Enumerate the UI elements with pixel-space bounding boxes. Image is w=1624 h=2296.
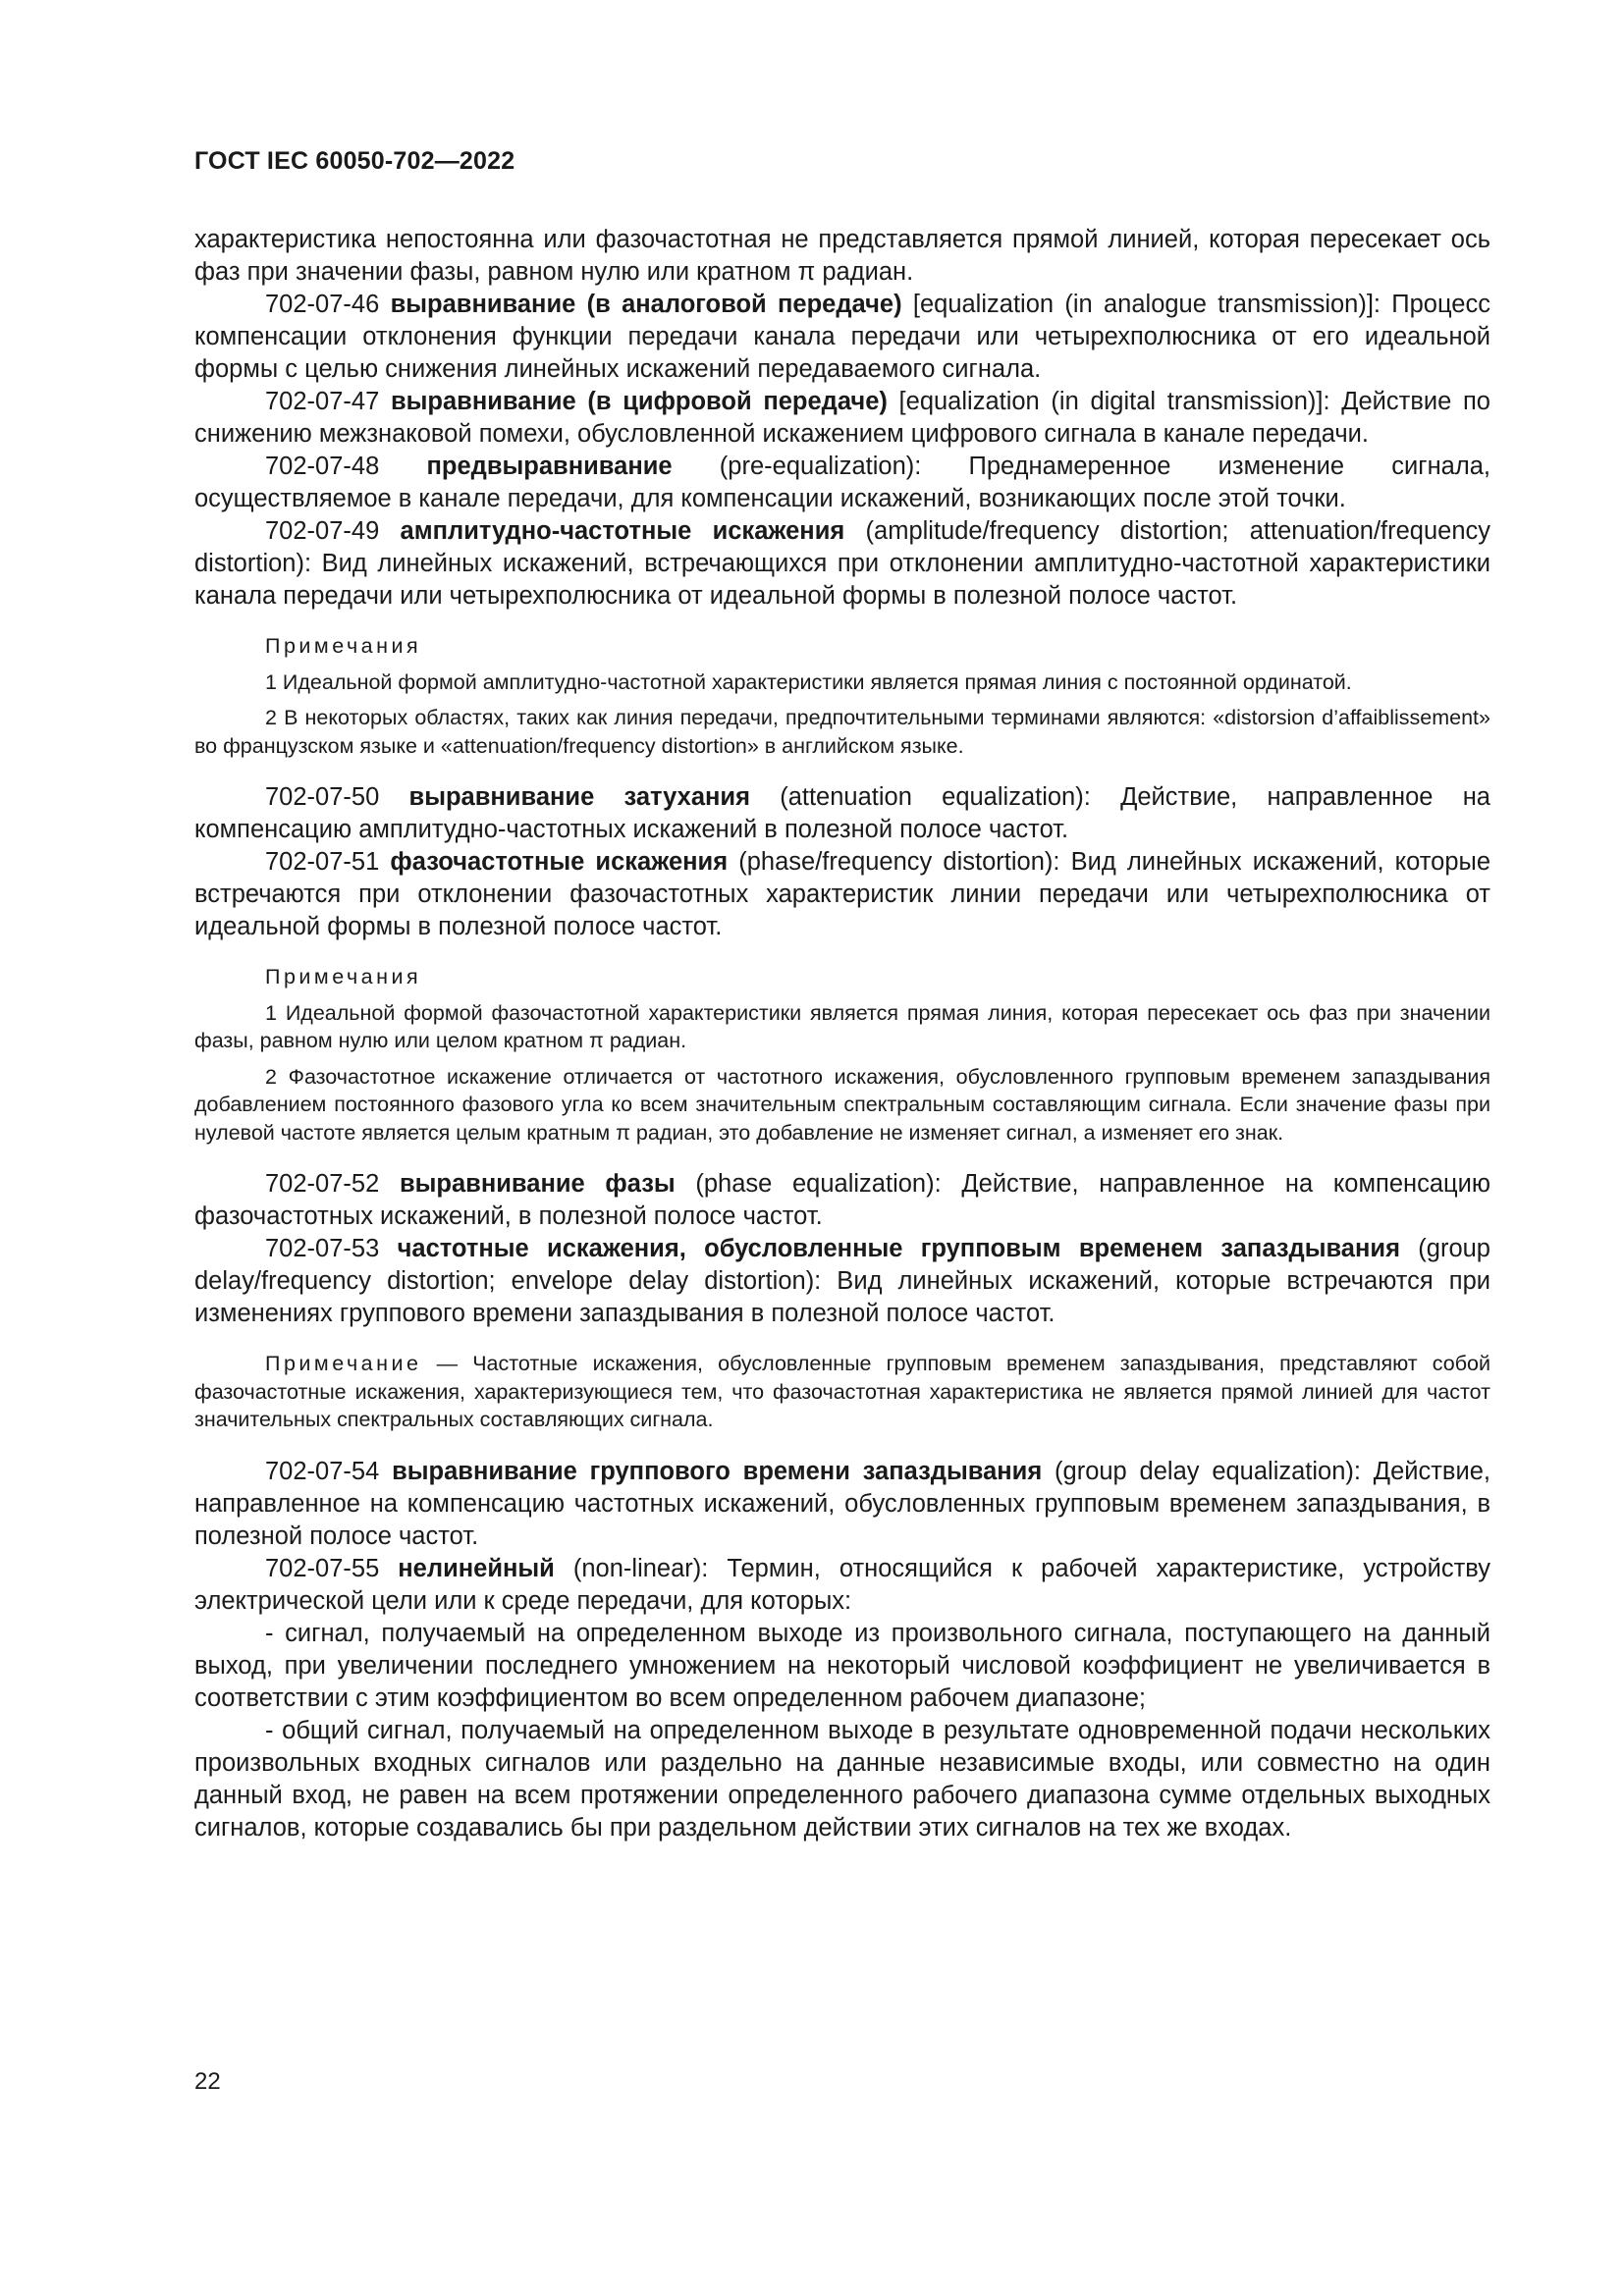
dash-list-item: - общий сигнал, получаемый на определенном выходе в результате одновременной подачи нескольких произвольных входных сигналов или раздельно на данные независимые входы, или совместно на один данный вход, не равен на всем протяжении определенного рабочего диапазона сумме отдельных выходных сигналов, которые создавались бы при раздельном действии этих сигналов на тех же входах. — [194, 1716, 1490, 1842]
term-name: частотные искажения, обусловленные групповым временем запаздывания — [397, 1235, 1400, 1262]
note-text: — Частотные искажения, обусловленные групповым временем запаздывания, представляют собой фазочастотные искажения, характеризующиеся тем, что фазочастотная характеристика не является прямой линией для частот значительных спектральных составляющих сигнала. — [194, 1352, 1490, 1431]
term-code: 702-07-53 — [265, 1235, 380, 1262]
term-code: 702-07-49 — [265, 517, 380, 545]
note-item: 1 Идеальной формой фазочастотной характеристики является прямая линия, которая пересекает ось фаз при значении фазы, равном нулю или целом кратном π радиан. — [194, 1000, 1490, 1052]
paragraph-continuation: характеристика непостоянна или фазочастотная не представляется прямой линией, которая пересекает ось фаз при значении фазы, равном нулю или кратном π радиан. — [194, 226, 1490, 286]
term-entry — [194, 1456, 1490, 1553]
notes-heading: Примечания — [265, 634, 422, 658]
document-header: ГОСТ IEC 60050-702—2022 — [194, 147, 515, 175]
term-code: 702-07-46 — [265, 291, 380, 318]
term-code: 702-07-52 — [265, 1170, 380, 1198]
note-block — [194, 1350, 1490, 1434]
term-definition: (non-linear): Термин, относящийся к рабочей характеристике, устройству электрической цели или к среде передачи, для которых: — [194, 1554, 1490, 1615]
note-single — [194, 1350, 1490, 1434]
term-entry — [194, 846, 1490, 943]
term-name: фазочастотные искажения — [390, 848, 729, 876]
term-name: выравнивание (в аналоговой передаче) — [390, 291, 902, 318]
note-item: 1 Идеальной формой амплитудно-частотной характеристики является прямая линия с постоянной ординатой. — [265, 669, 1352, 694]
term-definition: [equalization (in digital transmission)]: Действие по снижению межзнаковой помехи, обусловленной искажением цифрового сигнала в канале передачи. — [194, 388, 1490, 448]
term-definition: (phase equalization): Действие, направленное на компенсацию фазочастотных искажений, в полезной полосе частот. — [194, 1170, 1490, 1230]
term-name: предвыравнивание — [426, 453, 673, 480]
document-body — [194, 224, 1490, 1844]
term-entry — [194, 515, 1490, 613]
term-code: 702-07-55 — [265, 1554, 380, 1582]
term-code: 702-07-54 — [265, 1457, 380, 1485]
term-entry — [194, 289, 1490, 386]
term-entry — [194, 451, 1490, 515]
term-definition: (attenuation equalization): Действие, направленное на компенсацию амплитудно-частотных искажений в полезной полосе частот. — [194, 783, 1490, 843]
term-entry — [194, 1553, 1490, 1618]
note-item: 2 В некоторых областях, таких как линия передачи, предпочтительными терминами являются: «distorsion d’affaiblissement» во французском языке и «attenuation/frequency distortion» в английском языке. — [194, 706, 1490, 758]
note-item: 2 Фазочастотное искажение отличается от частотного искажения, обусловленного групповым временем запаздывания добавлением постоянного фазового угла ко всем значительным спектральным составляющим сигнала. Если значение фазы при нулевой частоте является целым кратным π радиан, это добавление не изменяет сигнал, а изменяет его знак. — [194, 1064, 1490, 1145]
term-name: нелинейный — [398, 1554, 555, 1582]
term-name: выравнивание фазы — [399, 1170, 676, 1198]
term-code: 702-07-48 — [265, 453, 380, 480]
term-entry — [194, 386, 1490, 451]
term-definition: (group delay/frequency distortion; envelope delay distortion): Вид линейных искажений, которые встречаются при изменениях группового времени запаздывания в полезной полосе частот. — [194, 1235, 1490, 1327]
page-number: 22 — [194, 2068, 221, 2095]
dash-list-item: - сигнал, получаемый на определенном выходе из произвольного сигнала, поступающего на данный выход, при увеличении последнего умножением на некоторый числовой коэффициент не увеличивается в соответствии с этим коэффициентом во всем определенном рабочем диапазоне; — [194, 1619, 1490, 1712]
term-definition: (phase/frequency distortion): Вид линейных искажений, которые встречаются при отклонении фазочастотных характеристик линии передачи или четырехполюсника от идеальной формы в полезной полосе частот. — [194, 848, 1491, 940]
term-name: выравнивание (в цифровой передаче) — [390, 388, 888, 415]
term-definition: (pre-equalization): Преднамеренное изменение сигнала, осуществляемое в канале передачи, для компенсации искажений, возникающих после этой точки. — [194, 453, 1490, 512]
term-entry — [194, 781, 1490, 846]
term-code: 702-07-50 — [265, 783, 380, 811]
term-code: 702-07-47 — [265, 388, 380, 415]
term-name: выравнивание затухания — [408, 783, 750, 811]
term-name: амплитудно-частотные искажения — [400, 517, 845, 545]
term-definition: (amplitude/frequency distortion; attenuation/frequency distortion): Вид линейных искажений, встречающихся при отклонении амплитудно-частотной характеристики канала передачи или четырехполюсника от идеальной формы в полезной полосе частот. — [194, 517, 1491, 610]
term-entry — [194, 1233, 1490, 1330]
term-definition: [equalization (in analogue transmission)]: Процесс компенсации отклонения функции передачи канала передачи или четырехполюсника от его идеальной формы с целью снижения линейных искажений передаваемого сигнала. — [194, 291, 1490, 383]
notes-heading: Примечания — [265, 965, 422, 988]
term-entry — [194, 1168, 1490, 1233]
term-code: 702-07-51 — [265, 848, 380, 876]
note-heading: Примечание — [265, 1352, 422, 1375]
term-name: выравнивание группового времени запаздывания — [392, 1457, 1043, 1485]
notes-block — [194, 632, 1490, 760]
notes-block — [194, 963, 1490, 1147]
term-definition: (group delay equalization): Действие, направленное на компенсацию частотных искажений, обусловленных групповым временем запаздывания, в полезной полосе частот. — [194, 1457, 1490, 1550]
